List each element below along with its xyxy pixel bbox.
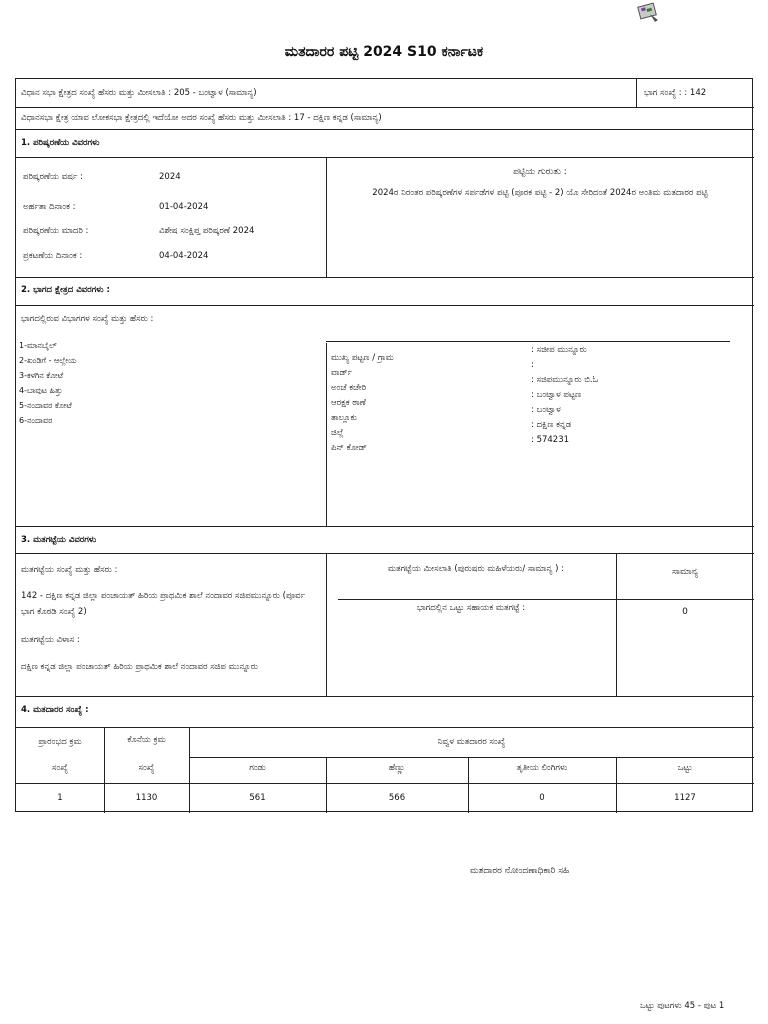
pin-code-label: ಪಿನ್ ಕೋಡ್ [331,443,367,453]
list-identification-text: 2024ರ ನಿರಂತರ ಪರಿಷ್ಕರಣೆಗಳ ಸರ್ಪಡೆಗಳ ಪಟ್ಟಿ (ಪೂರಕ ಪಟ್ಟಿ - 2) ಯೊ ಸೇರಿದಂತೆ 2024ರ ಅಂತಿಮ ಮತದಾರರ ಪಟ್ಟಿ [372,188,708,198]
sections-subheading: ಭಾಗದಲ್ಲಿರುವ ವಿಭಾಗಗಳ ಸಂಖ್ಯೆ ಮತ್ತು ಹೆಸರು : [21,314,154,324]
list-item: 4-ಬಾವುಟ ಹಿತ್ತು [19,386,63,395]
total-count: 1127 [674,793,696,803]
list-item: 1-ಮಾನಬೈಲ್ [19,341,57,350]
auxiliary-booth-value: 0 [682,607,688,617]
booth-address-label: ಮತಗಟ್ಟೆಯ ವಿಳಾಸ : [21,635,80,645]
main-town-label: ಮುಖ್ಯ ಪಟ್ಟಣ / ಗ್ರಾಮ [331,353,394,363]
female-header: ಹೆಣ್ಣು [388,763,406,773]
booth-name: 142 - ದಕ್ಷಿಣ ಕನ್ನಡ ಜಿಲ್ಲಾ ಪಂಚಾಯತ್ ಹಿರಿಯ ಪ್ರಾಥಮಿಕ ಶಾಲೆ ನಂದಾವರ ಸಜಿಪಮುನ್ನೂರು (ಪೂರ್ವ ಭಾಗ ಕೊಠಡಿ ಸಂಖ್ಯೆ 2) [21,591,305,617]
third-gender-count: 0 [539,793,545,803]
document-frame [15,78,753,812]
registration-officer-signature: ಮತದಾರರ ನೋಂದಣಾಧಿಕಾರಿ ಸಹಿ [470,866,570,876]
page-title: ಮತದಾರರ ಪಟ್ಟಿ 2024 S10 ಕರ್ನಾಟಕ [284,44,484,60]
ward-label: ವಾರ್ಡ್ [331,368,353,378]
police-station-label: ಆರಕ್ಷಕ ಠಾಣೆ [331,398,366,408]
reservation-value: ಸಾಮಾನ್ಯ [672,567,698,577]
assembly-constituency: ವಿಧಾನ ಸಭಾ ಕ್ಷೇತ್ರದ ಸಂಖ್ಯೆ ಹೆಸರು ಮತ್ತು ಮೀಸಲಾತಿ : 205 - ಬಂಟ್ವಾಳ (ಸಾಮಾನ್ಯ) [21,88,257,98]
district-value: : ದಕ್ಷಿಣ ಕನ್ನಡ [531,420,572,430]
start-serial-value: 1 [57,793,63,803]
reservation-label: ಮತಗಟ್ಟೆಯ ಮೀಸಲಾತಿ (ಪುರುಷರು ಮಹಿಳೆಯರು/ ಸಾಮಾನ್ಯ ) : [388,564,564,574]
revision-year-label: ಪರಿಷ್ಕರಣೆಯ ವರ್ಷ : [23,172,83,182]
revision-year-value: 2024 [159,172,181,182]
main-town-value: : ಸಜೀಪ ಮುನ್ನೂರು [531,345,587,355]
list-item: 2-ಖಂಡಿಗೆ - ಆಲ್ಲೇಯ [19,356,77,365]
taluk-value: : ಬಂಟ್ವಾಳ [531,405,561,415]
qualifying-date-label: ಅರ್ಹತಾ ದಿನಾಂಕ : [23,202,76,212]
end-serial-value: 1130 [135,793,158,803]
start-serial-header-line1: ಪ್ರಾರಂಭದ ಕ್ರಮ [38,737,82,747]
revision-type-value: ವಿಶೇಷ ಸಂಕ್ಷಿಪ್ತ ಪರಿಷ್ಕರಣೆ 2024 [159,226,255,236]
publication-date-value: 04-04-2024 [159,251,209,261]
male-header: ಗಂಡು [249,763,266,773]
total-header: ಒಟ್ಟು [677,763,693,773]
start-serial-header-line2: ಸಂಖ್ಯೆ [52,763,68,773]
part-details [331,345,731,453]
taluk-label: ತಾಲ್ಲೂಕು [331,413,357,423]
publication-date-label: ಪ್ರಕಟಣೆಯ ದಿನಾಂಕ : [23,251,83,261]
police-station-value: : ಬಂಟ್ವಾಳ ಪಟ್ಟಣ [531,390,582,400]
revision-type-label: ಪರಿಷ್ಕರಣೆಯ ಮಾದರಿ : [23,226,89,236]
section3-heading: 3. ಮತಗಟ್ಟೆಯ ವಿವರಗಳು [21,535,97,545]
post-office-value: : ಸಜಿಪಮುನ್ನೂರು ಬಿ.ಓ [531,375,599,385]
third-gender-header: ತೃತೀಯ ಲಿಂಗಿಗಳು [516,763,568,773]
parliament-constituency: ವಿಧಾನಸಭಾ ಕ್ಷೇತ್ರ ಯಾವ ಲೋಕಸಭಾ ಕ್ಷೇತ್ರದಲ್ಲಿ ಇದೆಯೋ ಅದರ ಸಂಖ್ಯೆ ಹೆಸರು ಮತ್ತು ಮೀಸಲಾತಿ : 17 - ದಕ್ಷಿಣ ಕನ್ನಡ (ಸಾಮಾನ್ಯ) [21,113,382,123]
section2-heading: 2. ಭಾಗದ ಕ್ಷೇತ್ರದ ವಿವರಗಳು : [21,285,110,295]
list-item: 3-ಕಳಗಿನ ಕೋಟೆ [19,371,64,380]
district-label: ಜಿಲ್ಲೆ [331,428,344,438]
list-item: 5-ನಂದಾವರ ಕೋಟೆ [19,401,72,410]
end-serial-header-line2: ಸಂಖ್ಯೆ [138,763,155,773]
part-number: ಭಾಗ ಸಂಖ್ಯೆ : : 142 [644,88,707,98]
end-serial-header-line1: ಕೊನೆಯ ಕ್ರಮ [127,735,166,745]
sections-list [19,338,77,428]
section1-heading: 1. ಪರಿಷ್ಕರಣೆಯ ವಿವರಗಳು [21,138,100,148]
list-item: 6-ನಂದಾವರ [19,416,53,425]
list-identification-label: ಪಟ್ಟಿಯ ಗುರುತು : [513,167,567,177]
post-office-label: ಅಂಚೆ ಕಚೇರಿ [331,383,367,393]
page-footer: ಒಟ್ಟು ಪುಟಗಳು 45 - ಪುಟ 1 [640,1001,725,1011]
booth-address: ದಕ್ಷಿಣ ಕನ್ನಡ ಜಿಲ್ಲಾ ಪಂಚಾಯತ್ ಹಿರಿಯ ಪ್ರಾಥಮಿಕ ಶಾಲೆ ನಂದಾವರ ಸಜಿಪ ಮುನ್ನೂರು [21,662,258,672]
section4-heading: 4. ಮತದಾರರ ಸಂಖ್ಯೆ : [21,705,89,715]
auxiliary-booth-label: ಭಾಗದಲ್ಲಿನ ಒಟ್ಟು ಸಹಾಯಕ ಮತಗಟ್ಟೆ : [416,603,526,613]
election-commission-logo [636,2,662,24]
booth-label: ಮತಗಟ್ಟೆಯ ಸಂಖ್ಯೆ ಮತ್ತು ಹೆಸರು : [21,565,118,575]
net-electors-header: ನಿವ್ವಳ ಮತದಾರರ ಸಂಖ್ಯೆ [437,737,506,747]
male-count: 561 [249,793,266,803]
ward-value: : [531,360,534,370]
pin-code-value: : 574231 [531,435,570,445]
female-count: 566 [388,793,406,803]
qualifying-date-value: 01-04-2024 [159,202,209,212]
